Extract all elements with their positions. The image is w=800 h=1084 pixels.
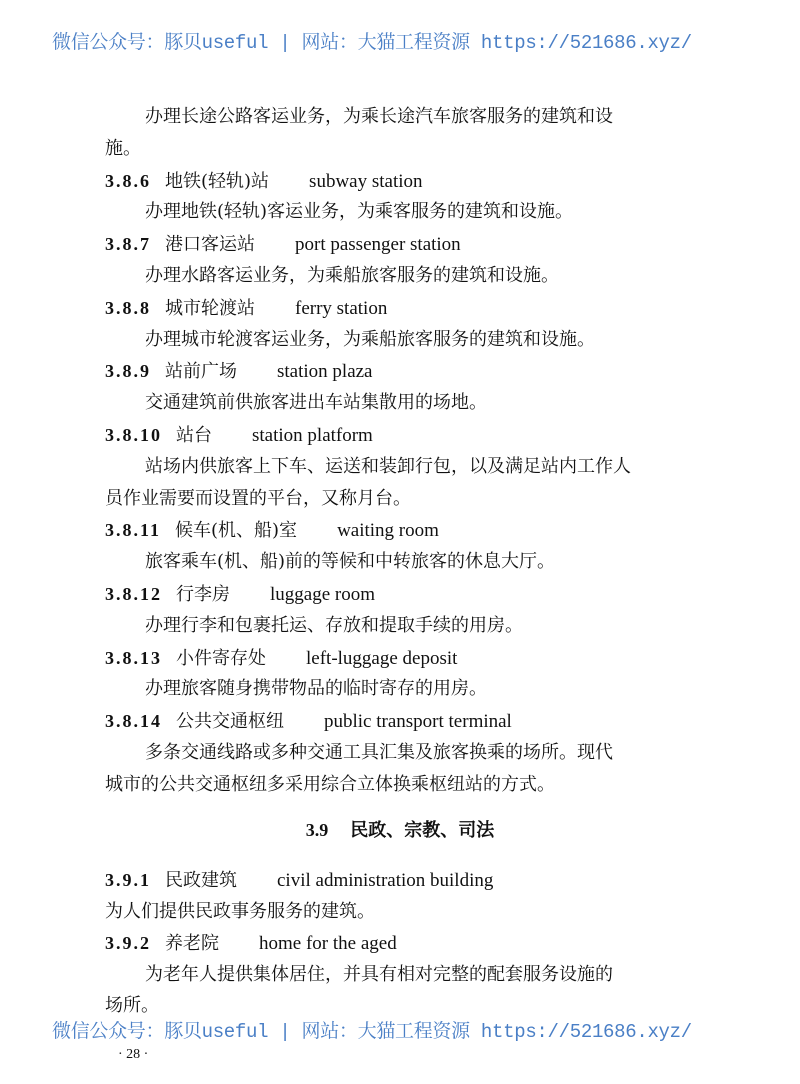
- term-heading: [105, 170, 423, 193]
- term-heading: [105, 647, 457, 670]
- term-heading: [105, 869, 493, 892]
- term-number: 3.8.12: [105, 584, 162, 604]
- paragraph-line: 为人们提供民政事务服务的建筑。: [105, 900, 375, 922]
- section-number: 3.9: [305, 820, 329, 840]
- term-chinese: 站前广场: [165, 361, 237, 383]
- term-chinese: 民政建筑: [165, 870, 237, 891]
- term-english: subway station: [309, 170, 423, 192]
- term-english: station platform: [252, 425, 373, 446]
- term-number: 3.9.2: [105, 933, 151, 954]
- term-chinese: 行李房: [176, 584, 230, 605]
- term-english: ferry station: [295, 297, 388, 319]
- term-heading: [105, 519, 439, 542]
- term-english: civil administration building: [277, 870, 494, 891]
- term-chinese: 公共交通枢纽: [176, 711, 284, 733]
- term-chinese: 养老院: [165, 933, 219, 955]
- term-number: 3.9.1: [105, 870, 151, 890]
- paragraph-line: 办理水路客运业务，为乘船旅客服务的建筑和设施。: [145, 265, 559, 286]
- paragraph-line: 办理长途公路客运业务，为乘长途汽车旅客服务的建筑和设: [145, 106, 613, 127]
- paragraph-line: 旅客乘车(机、船)前的等候和中转旅客的休息大厅。: [145, 551, 556, 573]
- watermark-bottom: 微信公众号：豚贝useful | 网站：大猫工程资源 https://521686.xyz/: [52, 1021, 692, 1043]
- watermark-top: 微信公众号：豚贝useful | 网站：大猫工程资源 https://521686.xyz/: [52, 32, 692, 54]
- paragraph-line: 办理行李和包裹托运、存放和提取手续的用房。: [145, 614, 523, 636]
- paragraph-line: 员作业需要而设置的平台，又称月台。: [105, 487, 411, 509]
- section-heading: [0, 819, 800, 842]
- term-heading: [105, 233, 461, 256]
- paragraph-line: 办理地铁(轻轨)客运业务，为乘客服务的建筑和设施。: [145, 201, 574, 223]
- paragraph-line: 为老年人提供集体居住，并具有相对完整的配套服务设施的: [145, 963, 613, 985]
- term-chinese: 站台: [176, 425, 212, 446]
- term-number: 3.8.6: [105, 170, 151, 191]
- paragraph-line: 多条交通线路或多种交通工具汇集及旅客换乘的场所。现代: [145, 742, 613, 763]
- paragraph-line: 城市的公共交通枢纽多采用综合立体换乘枢纽站的方式。: [105, 773, 555, 795]
- term-english: waiting room: [337, 520, 439, 542]
- paragraph-line: 施。: [105, 137, 141, 159]
- term-chinese: 城市轮渡站: [165, 297, 255, 319]
- term-number: 3.8.7: [105, 234, 151, 255]
- term-heading: [105, 424, 373, 447]
- term-english: luggage room: [270, 584, 376, 605]
- paragraph-line: 站场内供旅客上下车、运送和装卸行包，以及满足站内工作人: [145, 455, 631, 477]
- term-chinese: 小件寄存处: [176, 647, 266, 669]
- term-chinese: 候车(机、船)室: [175, 520, 298, 542]
- term-number: 3.8.14: [105, 711, 162, 732]
- paragraph-line: 办理旅客随身携带物品的临时寄存的用房。: [145, 678, 487, 700]
- term-english: station plaza: [277, 361, 373, 383]
- section-title: 民政、宗教、司法: [350, 820, 495, 841]
- term-number: 3.8.9: [105, 361, 151, 382]
- paragraph-line: 办理城市轮渡客运业务，为乘船旅客服务的建筑和设施。: [145, 328, 595, 350]
- term-english: public transport terminal: [324, 711, 512, 733]
- term-number: 3.8.13: [105, 647, 162, 668]
- term-english: home for the aged: [259, 933, 397, 955]
- term-number: 3.8.11: [105, 520, 162, 541]
- term-heading: [105, 710, 512, 733]
- term-number: 3.8.8: [105, 297, 151, 318]
- term-heading: [105, 360, 373, 383]
- term-heading: [105, 932, 397, 955]
- term-heading: [105, 583, 375, 606]
- page-number: · 28 ·: [118, 1047, 149, 1062]
- term-english: port passenger station: [295, 234, 461, 256]
- term-english: left-luggage deposit: [306, 647, 458, 669]
- paragraph-line: 交通建筑前供旅客进出车站集散用的场地。: [145, 392, 487, 414]
- term-heading: [105, 297, 387, 320]
- paragraph-line: 场所。: [105, 995, 159, 1017]
- term-chinese: 港口客运站: [165, 234, 255, 256]
- term-chinese: 地铁(轻轨)站: [165, 170, 270, 192]
- term-number: 3.8.10: [105, 425, 162, 445]
